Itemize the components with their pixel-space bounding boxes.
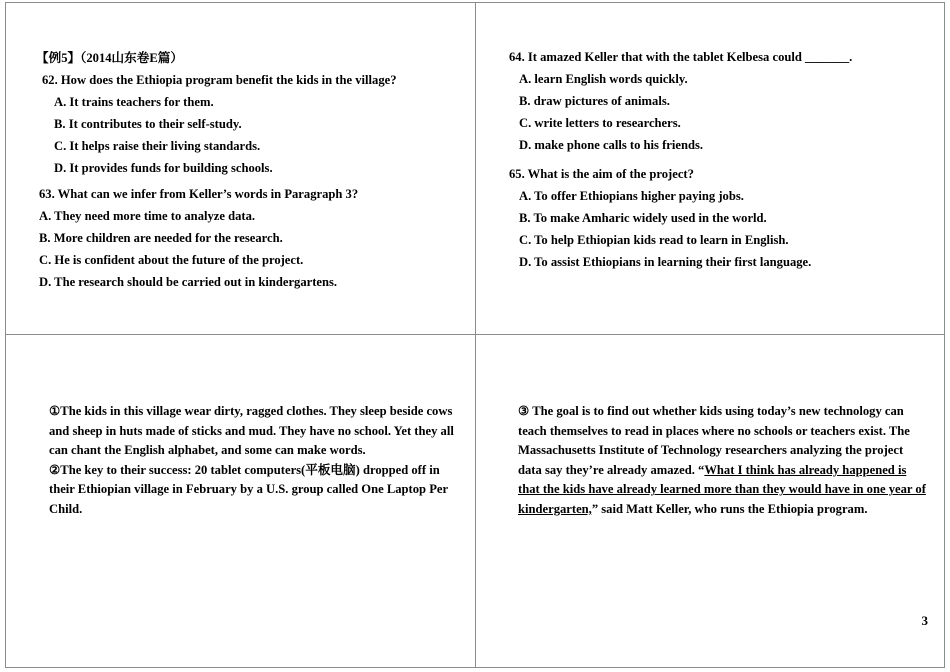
q64-option-a: A. learn English words quickly. — [519, 72, 688, 86]
q65-option-b: B. To make Amharic widely used in the world. — [519, 211, 767, 225]
q64-option-c: C. write letters to researchers. — [519, 116, 681, 130]
q65-option-c: C. To help Ethiopian kids read to learn in English. — [519, 233, 789, 247]
question-64-stem: 64. It amazed Keller that with the tablet Kelbesa could _______. — [509, 50, 853, 64]
q62-option-b: B. It contributes to their self-study. — [54, 117, 242, 131]
question-65-stem: 65. What is the aim of the project? — [509, 167, 694, 181]
q64-option-d: D. make phone calls to his friends. — [519, 138, 704, 152]
slide-panel-top-left — [5, 2, 476, 335]
q64-option-b: B. draw pictures of animals. — [519, 94, 670, 108]
q62-option-c: C. It helps raise their living standards. — [54, 139, 261, 153]
q65-option-a: A. To offer Ethiopians higher paying jobs. — [519, 189, 744, 203]
q65-option-d: D. To assist Ethiopians in learning their first language. — [519, 255, 812, 269]
q62-option-d: D. It provides funds for building schools. — [54, 161, 273, 175]
q63-option-b: B. More children are needed for the research. — [39, 231, 283, 245]
passage-paragraph-3 — [518, 402, 926, 520]
slide-panel-bottom-right — [475, 334, 945, 668]
q63-option-d: D. The research should be carried out in kindergartens. — [39, 275, 338, 289]
q63-option-a: A. They need more time to analyze data. — [39, 209, 256, 223]
q62-option-a: A. It trains teachers for them. — [54, 95, 214, 109]
slide-panel-bottom-left — [5, 334, 476, 668]
page-number: 3 — [921, 613, 928, 628]
paragraph-3-text: ③ The goal is to find out whether kids using today’s new technology can teach themselves to read in places where no schools or teachers exist. The Massachusetts Institute of Technology researchers analyzing the project data say they’re already amazed. “ — [518, 404, 910, 477]
q63-option-c: C. He is confident about the future of the project. — [39, 253, 304, 267]
passage-paragraphs-1-2 — [49, 402, 457, 520]
example-heading: 【例5】（2014山东卷E篇） — [36, 51, 183, 65]
paragraph-3-ending: ” said Matt Keller, who runs the Ethiopia program. — [591, 501, 868, 516]
passage-paragraph-2: ②The key to their success: 20 tablet computers(平板电脑) dropped off in their Ethiopian village in February by a U.S. group called One Laptop Per Child. — [49, 462, 448, 516]
question-62-stem: 62. How does the Ethiopia program benefit the kids in the village? — [42, 73, 397, 87]
passage-paragraph-1: ①The kids in this village wear dirty, ragged clothes. They sleep beside cows and sheep in huts made of sticks and mud. They have no school. Yet they all can chant the English alphabet, and some can make words. — [49, 404, 454, 458]
keller-quote-underlined: What I think has already happened is that the kids have already learned more than they would have in one year of kindergarten, — [518, 462, 926, 516]
question-63-stem: 63. What can we infer from Keller’s words in Paragraph 3? — [39, 187, 359, 201]
slide-panel-top-right — [475, 2, 945, 335]
